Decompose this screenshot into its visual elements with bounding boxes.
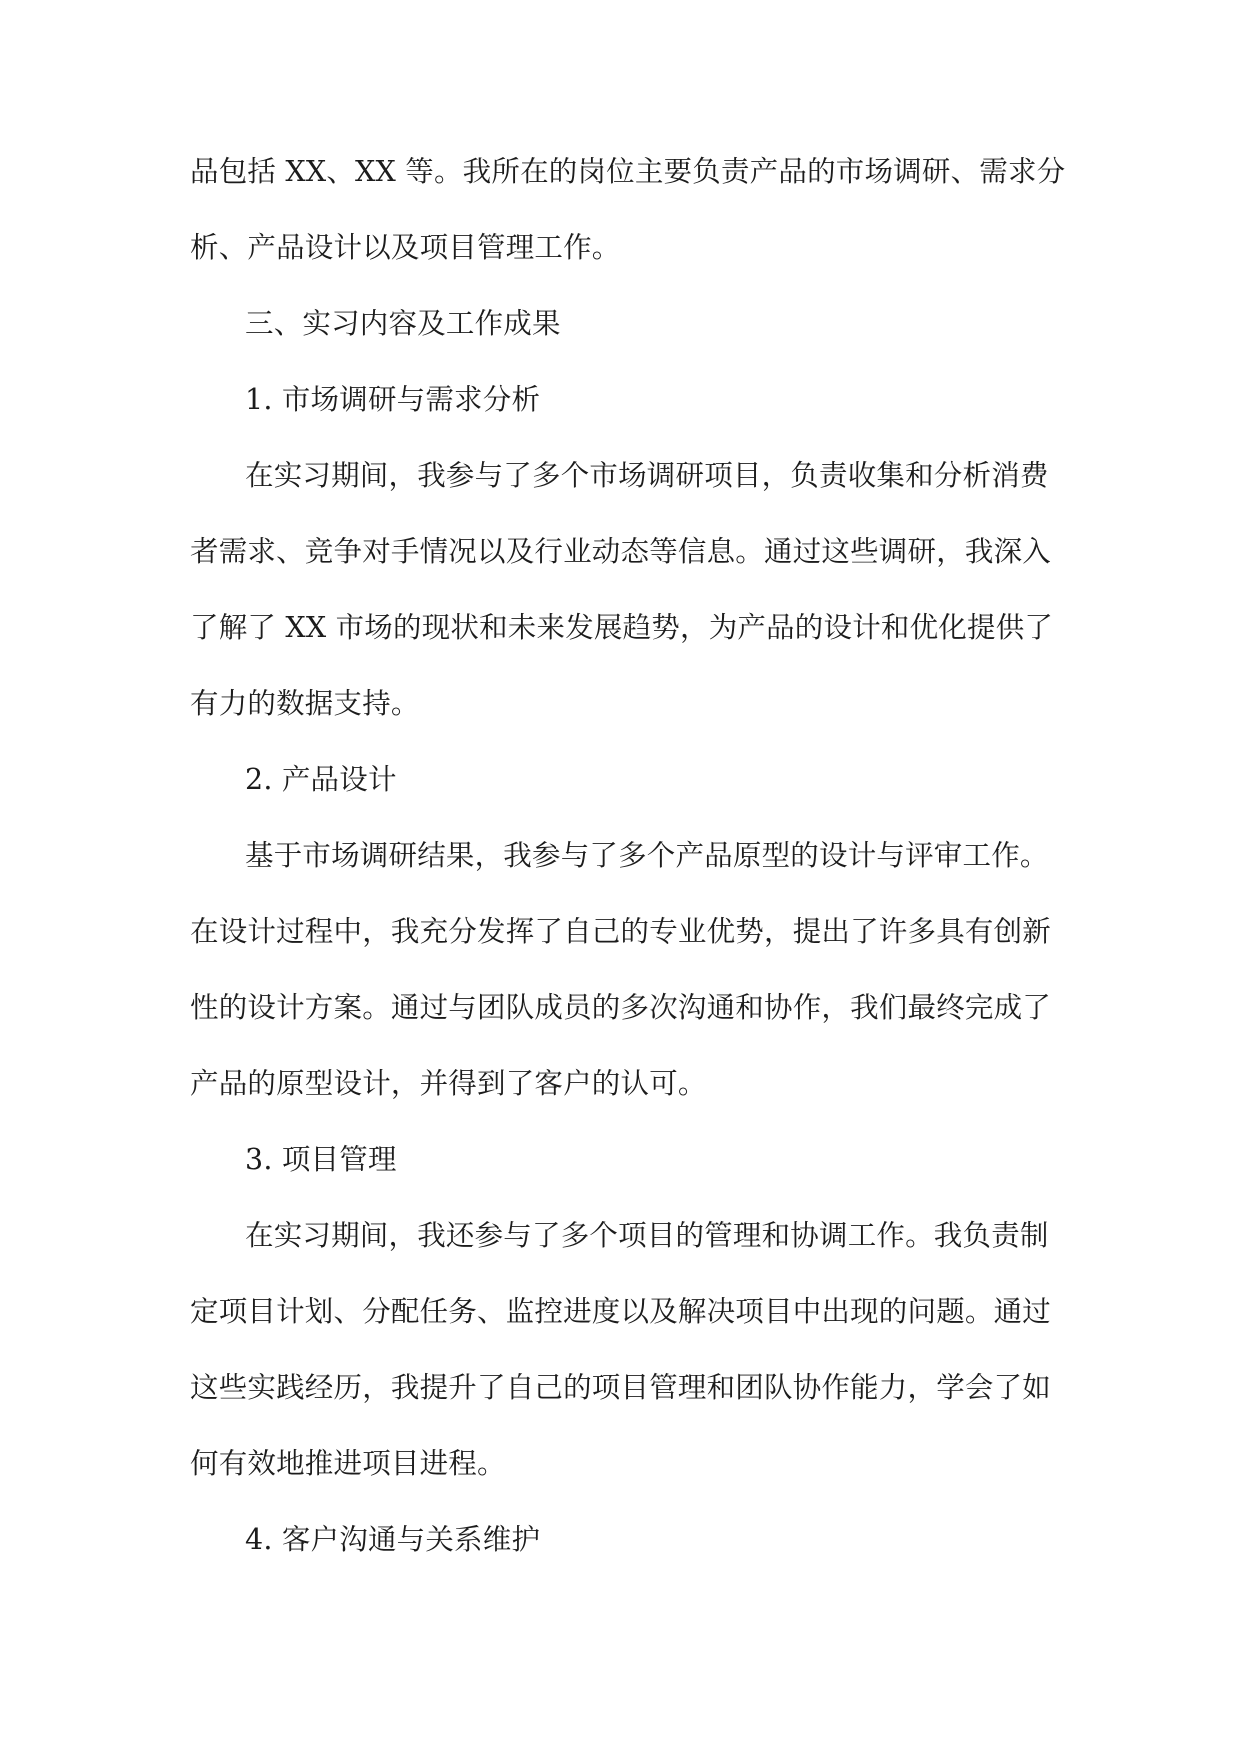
body-text-line: 这些实践经历，我提升了自己的项目管理和团队协作能力，学会了如 xyxy=(190,1371,1052,1404)
body-text-line: 者需求、竞争对手情况以及行业动态等信息。通过这些调研，我深入 xyxy=(190,535,1052,568)
body-text-line: 在实习期间，我参与了多个市场调研项目，负责收集和分析消费 xyxy=(245,459,1049,492)
body-text-line: 定项目计划、分配任务、监控进度以及解决项目中出现的问题。通过 xyxy=(190,1295,1052,1328)
body-text-line: 品包括 XX、XX 等。我所在的岗位主要负责产品的市场调研、需求分 xyxy=(190,155,1066,188)
subsection-heading: 2. 产品设计 xyxy=(245,763,397,796)
body-text-line: 产品的原型设计，并得到了客户的认可。 xyxy=(190,1067,707,1100)
body-text-line: 在设计过程中，我充分发挥了自己的专业优势，提出了许多具有创新 xyxy=(190,915,1052,948)
body-text-line: 何有效地推进项目进程。 xyxy=(190,1447,506,1480)
body-text-line: 性的设计方案。通过与团队成员的多次沟通和协作，我们最终完成了 xyxy=(190,991,1052,1024)
subsection-heading: 3. 项目管理 xyxy=(245,1143,397,1176)
body-text-line: 了解了 XX 市场的现状和未来发展趋势，为产品的设计和优化提供了 xyxy=(190,611,1054,644)
body-text-line: 在实习期间，我还参与了多个项目的管理和协调工作。我负责制 xyxy=(245,1219,1049,1252)
subsection-heading: 1. 市场调研与需求分析 xyxy=(245,383,541,416)
body-text-line: 析、产品设计以及项目管理工作。 xyxy=(190,231,621,264)
subsection-heading: 4. 客户沟通与关系维护 xyxy=(245,1523,541,1556)
body-text-line: 有力的数据支持。 xyxy=(190,687,420,720)
section-heading: 三、实习内容及工作成果 xyxy=(245,307,561,340)
body-text-line: 基于市场调研结果，我参与了多个产品原型的设计与评审工作。 xyxy=(245,839,1049,872)
